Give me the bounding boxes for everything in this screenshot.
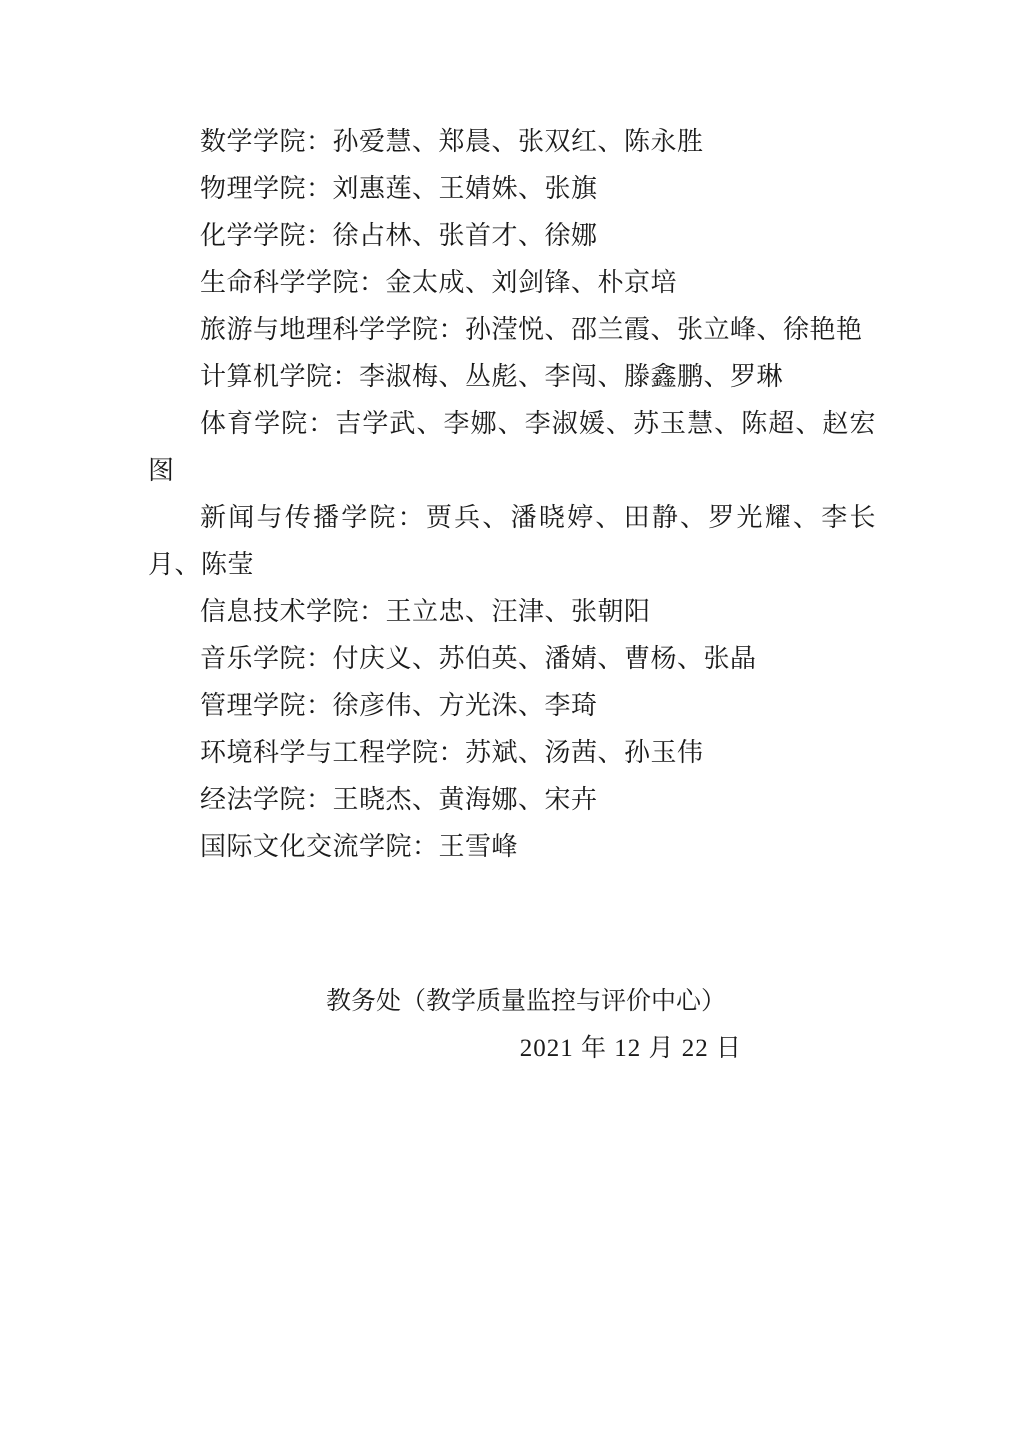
paragraph-environmental-science: 环境科学与工程学院：苏斌、汤茜、孙玉伟 xyxy=(200,738,704,767)
signature-block xyxy=(148,978,876,1072)
paragraph-journalism: 新闻与传播学院：贾兵、潘晓婷、田静、罗光耀、李长月、陈莹 xyxy=(148,503,876,579)
paragraph-life-science: 生命科学学院：金太成、刘剑锋、朴京培 xyxy=(200,268,678,297)
issue-date: 2021 年 12 月 22 日 xyxy=(519,1035,742,1062)
paragraph-tourism-geography: 旅游与地理科学学院：孙滢悦、邵兰霞、张立峰、徐艳艳 xyxy=(200,315,863,344)
paragraph-chemistry: 化学学院：徐占林、张首才、徐娜 xyxy=(200,221,598,250)
paragraph-physical-education: 体育学院：吉学武、李娜、李淑媛、苏玉慧、陈超、赵宏图 xyxy=(148,409,876,485)
paragraph-math: 数学学院：孙爱慧、郑晨、张双红、陈永胜 xyxy=(200,127,704,156)
paragraph-international-culture: 国际文化交流学院：王雪峰 xyxy=(200,832,519,861)
paragraph-management: 管理学院：徐彦伟、方光洙、李琦 xyxy=(200,691,598,720)
paragraph-information-technology: 信息技术学院：王立忠、汪津、张朝阳 xyxy=(200,597,651,626)
paragraph-economics-law: 经法学院：王晓杰、黄海娜、宋卉 xyxy=(200,785,598,814)
document-body xyxy=(148,118,876,870)
issuing-office: 教务处（教学质量监控与评价中心） xyxy=(325,988,726,1015)
paragraph-physics: 物理学院：刘惠莲、王婧姝、张旗 xyxy=(200,174,598,203)
paragraph-computer: 计算机学院：李淑梅、丛彪、李闯、滕鑫鹏、罗琳 xyxy=(200,362,784,391)
paragraph-music: 音乐学院：付庆义、苏伯英、潘婧、曹杨、张晶 xyxy=(200,644,757,673)
